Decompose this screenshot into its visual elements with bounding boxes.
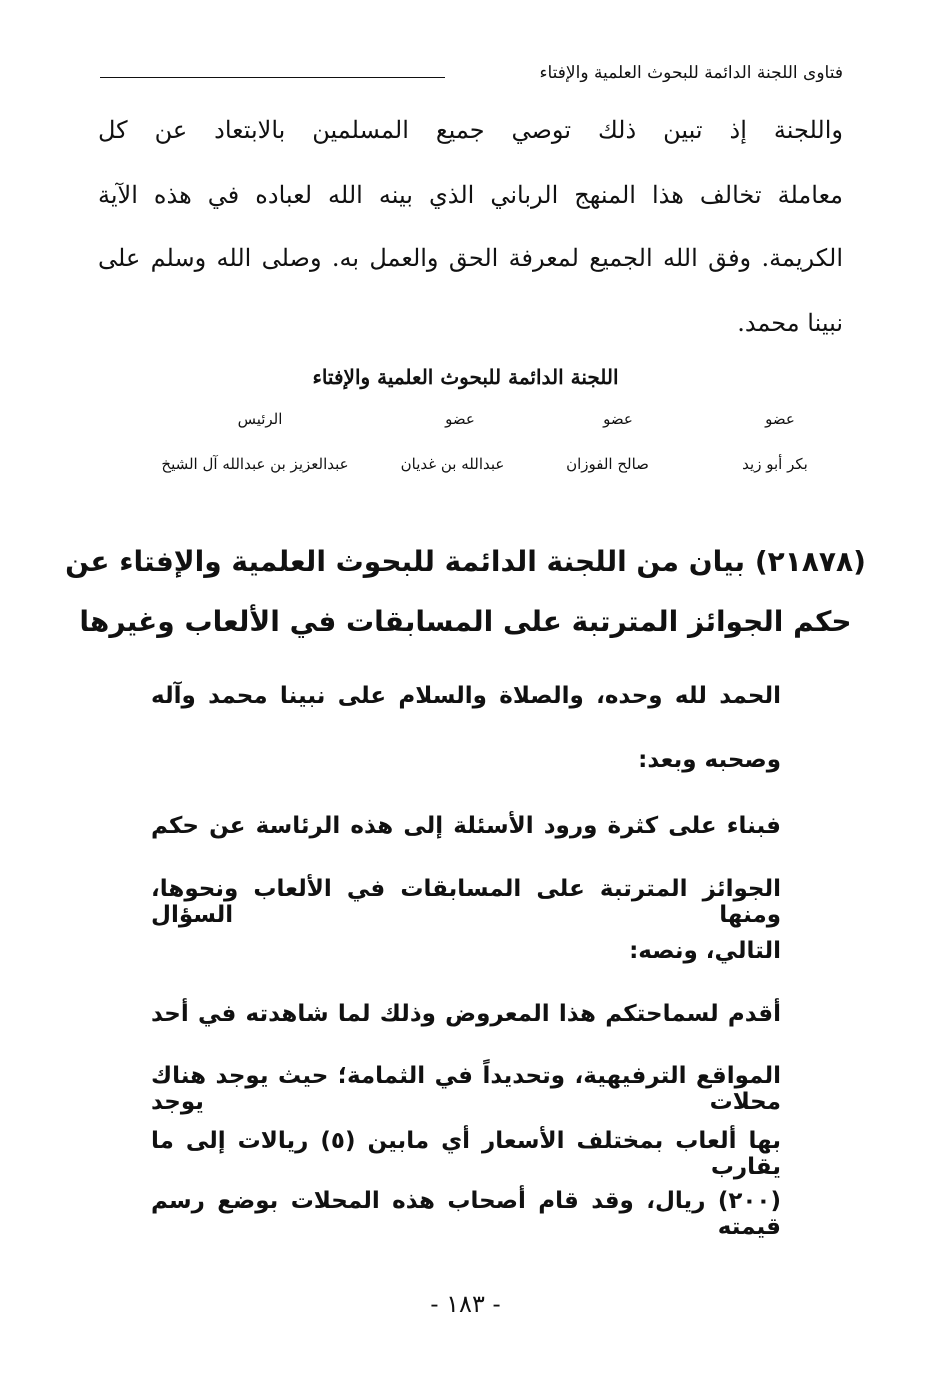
member-role: عضو [603, 410, 633, 428]
body-line: وصحبه وبعد: [638, 747, 781, 773]
body-line: الحمد لله وحده، والصلاة والسلام على نبينا محمد وآله [151, 683, 781, 709]
body-line: فبناء على كثرة ورود الأسئلة إلى هذه الرئاسة عن حكم [151, 813, 781, 839]
body-line: أقدم لسماحتكم هذا المعروض وذلك لما شاهدته في أحد [151, 1001, 781, 1027]
intro-line: واللجنة إذ تبين ذلك توصي جميع المسلمين بالابتعاد عن كل [98, 116, 843, 144]
member-name: عبدالعزيز بن عبدالله آل الشيخ [161, 455, 349, 473]
member-role: عضو [765, 410, 795, 428]
header-rule [100, 77, 445, 78]
intro-line: نبينا محمد. [737, 309, 843, 337]
page-number: - ١٨٣ - [430, 1290, 501, 1318]
intro-line: الكريمة. وفق الله الجميع لمعرفة الحق والعمل به. وصلى الله وسلم على [98, 244, 843, 272]
body-line: المواقع الترفيهية، وتحديداً في الثمامة؛ حيث يوجد هناك محلات يوجد [151, 1063, 781, 1115]
body-line: الجوائز المترتبة على المسابقات في الألعاب ونحوها، ومنها السؤال [151, 876, 781, 928]
member-name: بكر أبو زيد [742, 455, 808, 473]
member-role: الرئيس [237, 410, 283, 428]
fatwa-heading-line: (٢١٨٧٨) بيان من اللجنة الدائمة للبحوث العلمية والإفتاء عن [65, 545, 866, 578]
body-line: التالي، ونصه: [629, 938, 781, 964]
fatwa-heading-line: حكم الجوائز المترتبة على المسابقات في الألعاب وغيرها [79, 605, 852, 638]
body-line: (٢٠٠) ريال، وقد قام أصحاب هذه المحلات بوضع رسم قيمته [151, 1188, 781, 1240]
body-line: بها ألعاب بمختلف الأسعار أي مابين (٥) ريالات إلى ما يقارب [151, 1128, 781, 1180]
member-name: صالح الفوزان [566, 455, 649, 473]
member-name: عبدالله بن غديان [400, 455, 505, 473]
committee-title: اللجنة الدائمة للبحوث العلمية والإفتاء [312, 365, 619, 389]
intro-line: معاملة تخالف هذا المنهج الرباني الذي بينه الله لعباده في هذه الآية [98, 181, 843, 209]
member-role: عضو [445, 410, 475, 428]
running-header-title: فتاوى اللجنة الدائمة للبحوث العلمية والإفتاء [539, 63, 843, 83]
